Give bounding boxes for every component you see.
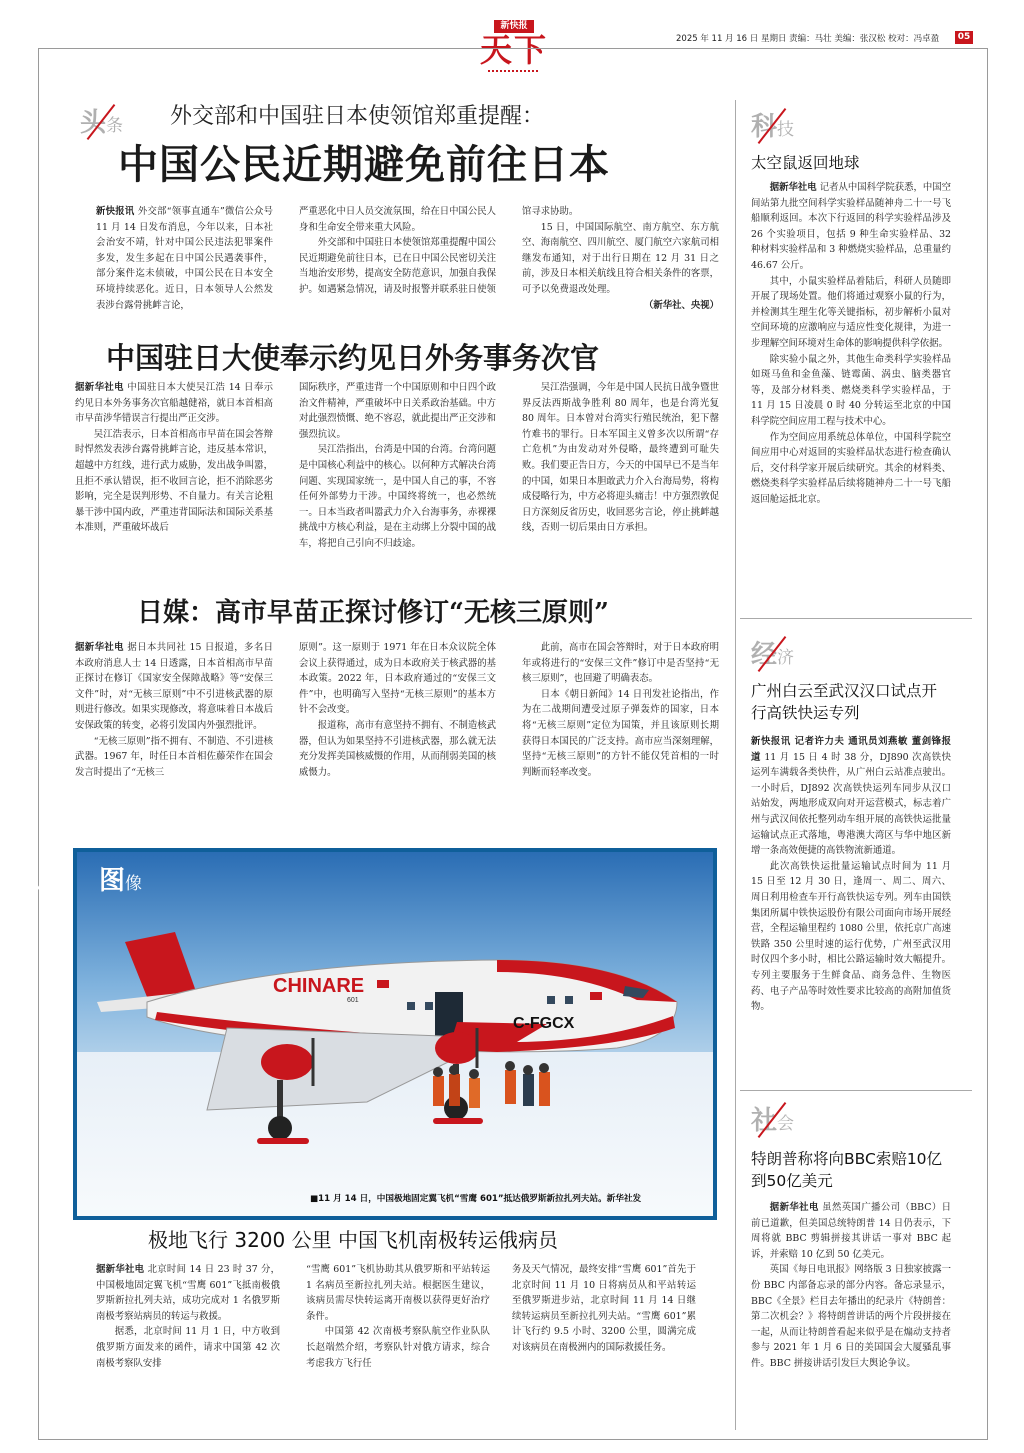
masthead-badge: 新快报 [494, 20, 534, 33]
side2-p1: 11 月 15 日 4 时 38 分，DJ890 次高铁快运列车满载各类快件，从广州白云站准点驶出。一小时后，DJ892 次高铁快运列车同步从汉口站始发，两地形成双向对开运营模式，标志着广州与武汉间依托整列动车组开展的高铁快运批量运输试点正式落地，粤港澳大湾区与华中地区新增一条高效便捷的高铁物流新通道。 [751, 751, 951, 857]
photo-col1-p2: 据悉，北京时间 11 月 1 日，中方收到俄罗斯方面发来的函件，请求中国第 42 次南极考察队安排 [96, 1326, 280, 1369]
photo-dateline: 据新华社电 [96, 1264, 145, 1275]
lead-col2-p2: 外交部和中国驻日本使领馆郑重提醒中国公民近期避免前往日本，已在日中国公民密切关注当地治安形势，提高安全防范意识，加强自我保护。如遇紧急情况，请及时报警并联系驻日使领 [299, 237, 496, 295]
photo-col1-p1: 北京时间 14 日 23 时 37 分，中国极地固定翼飞机“雪鹰 601”飞抵南极俄罗斯新拉扎列夫站，成功完成对 1 名俄罗斯南极考察站病员的转运与救援。 [96, 1264, 280, 1322]
side-divider [740, 1090, 972, 1091]
plane-photo-svg [77, 852, 713, 1216]
story3-col1-p2: “无核三原则”指不拥有、不制造、不引进核武器。1967 年，时任日本首相佐藤荣作在国会发言时提出了“无核三 [75, 735, 273, 778]
lead-col2-p1: 严重恶化中日人员交流氛围，给在日中国公民人身和生命安全带来重大风险。 [299, 206, 496, 233]
side1-dateline: 据新华社电 [769, 182, 817, 193]
section-tag-lead: 头条 [80, 108, 124, 138]
side2-dateline: 新快报讯 记者许力夫 通讯员刘燕敏 董剑锋报道 [751, 736, 951, 763]
story3-col-3 [522, 640, 719, 830]
photo-col2-p2: 中国第 42 次南极考察队航空作业队队长赵端然介绍，考察队针对俄方请求，综合考虑我方飞行任 [306, 1326, 490, 1369]
side1-body [751, 180, 951, 604]
story3-col3-p2: 日本《朝日新闻》14 日刊发社论指出，作为在二战期间遭受过原子弹轰炸的国家，日本将“无核三原则”定位为国策，并且该原则长期获得日本国民的广泛支持。高市应当深刻理解，坚持“无核三原则”的方针不能仅凭首相的一时判断而轻率改变。 [522, 688, 719, 778]
plane-brand: CHINARE [273, 975, 365, 997]
lead-dateline: 新快报讯 [96, 206, 135, 217]
page-info: 2025 年 11 月 16 日 星期日 责编：马壮 美编：张汉松 校对：冯卓盈 [676, 34, 940, 44]
lead-headline: 中国公民近期避免前往日本 [118, 141, 610, 188]
photo-col-2 [306, 1262, 490, 1416]
side-divider [740, 618, 972, 619]
lead-kicker: 外交部和中国驻日本使领馆郑重提醒： [170, 104, 545, 129]
photo-caption: ■11 月 14 日，中国极地固定翼飞机“雪鹰 601”抵达俄罗斯新拉扎列夫站。新华社发 [310, 1194, 642, 1204]
photo-col-3 [512, 1262, 696, 1416]
story3-dateline: 据新华社电 [75, 642, 124, 653]
story3-col1-p1: 据日本共同社 15 日报道，多名日本政府消息人士 14 日透露，日本首相高市早苗正探讨在修订《国家安全保障战略》等“安保三文件”时，对“无核三原则”中不引进核武器的原则进行修改。如果实现修改，将意味着日本战后安保政策的转变，必将引发国内外强烈批评。 [75, 642, 273, 731]
lead-col-1 [96, 204, 273, 328]
story2-col2-p2: 吴江浩指出，台湾是中国的台湾。台湾问题是中国核心利益中的核心。以何种方式解决台湾问题、实现国家统一，是中国人自己的事，不容任何外部势力干涉。中国终将统一，也必然统一。日本当政者叫嚣武力介入台海事务，赤裸裸挑战中方核心利益，是在主动绑上分裂中国的战车，将把自己引向不归歧途。 [299, 444, 496, 549]
story2-dateline: 据新华社电 [75, 382, 124, 393]
lead-col3-p1: 馆寻求协助。 [522, 206, 579, 217]
side2-body [751, 734, 951, 1074]
side2-headline: 广州白云至武汉汉口试点开行高铁快运专列 [751, 682, 938, 722]
photo-col-1 [96, 1262, 280, 1416]
story2-col-3 [522, 380, 719, 578]
side1-p4: 作为空间应用系统总体单位，中国科学院空间应用中心对返回的实验样品状态进行检查确认后，交付科学家开展后续研究。其余的材料类、燃烧类科学实验样品后续将随神舟二十一号飞船返回舱运抵北京。 [751, 431, 951, 505]
story2-col-1 [75, 380, 273, 578]
photo-antarctic-plane [77, 852, 713, 1216]
photo-story-headline: 极地飞行 3200 公里 中国飞机南极转运俄病员 [148, 1228, 558, 1252]
story3-col-2 [299, 640, 496, 830]
side2-p2: 此次高铁快运批量运输试点时间为 11 月 15 日至 12 月 30 日，逢周一、周二、周六、周日利用检查车开行高铁快运专列。列车由国铁集团所属中铁快运股份有限公司面向市场开展经营，全程运输里程约 1080 公里，依托京广高速铁路 350 公里时速的运行优势，广州至武汉用时仅四个多小时，相比公路运输时效大幅提升。专列主要服务于生鲜食品、商务急件、生物医药、电子产品等时效性要求比较高的高附加值货物。 [751, 860, 951, 1013]
side3-dateline: 据新华社电 [769, 1202, 819, 1213]
lead-col-2 [299, 204, 496, 328]
section-tag-economy: 经济 [751, 640, 795, 670]
photo-col3-p1: 务及天气情况，最终安排“雪鹰 601”首先于北京时间 11 月 10 日将病员从和平站转运至俄罗斯进步站，北京时间 11 月 14 日继续转运病员至新拉扎列夫站。“雪鹰 601”累计飞行约 9.5 小时、3200 公里，圆满完成对该病员在南极洲内的国际救援任务。 [512, 1264, 696, 1353]
side3-body [751, 1200, 951, 1432]
side3-headline: 特朗普称将向BBC索赔10亿到50亿美元 [751, 1150, 943, 1190]
story3-col3-p1: 此前，高市在国会答辩时，对于日本政府明年或将进行的“安保三文件”修订中是否坚持“无核三原则”，也回避了明确表态。 [522, 642, 719, 685]
column-divider [735, 100, 736, 1430]
side1-headline: 太空鼠返回地球 [751, 154, 860, 172]
side3-p2: 英国《每日电讯报》网络版 3 日独家披露一份 BBC 内部备忘录的部分内容。备忘录显示，BBC《全景》栏目去年播出的纪录片《特朗普：第二次机会？》将特朗普讲话的两个片段拼接在一起，从而让特朗普看起来似乎是在煽动支持者参与 2021 年 1 月 6 日的美国国会大厦骚乱事件。BBC 拼接讲话引发巨大舆论争议。 [751, 1264, 951, 1369]
story3-headline: 日媒：高市早苗正探讨修订“无核三原则” [137, 598, 609, 628]
section-tag-photo: 图像 [99, 866, 143, 896]
story3-col-1 [75, 640, 273, 830]
lead-source: （新华社、央视） [643, 299, 719, 311]
photo-frame [73, 848, 717, 1220]
section-tag-society: 社会 [751, 1106, 795, 1136]
story2-col3-p1: 吴江浩强调，今年是中国人民抗日战争暨世界反法西斯战争胜利 80 周年，也是台湾光复 80 周年。日本曾对台湾实行殖民统治，犯下罄竹难书的罪行。日本军国主义曾多次以所谓“存亡危机”为由发动对外侵略，最终遭到可耻失败。我们要正告日方，今天的中国早已不是当年的中国，如果日本胆敢武力介入台海局势，将构成侵略行为，中方必将迎头痛击！中方强烈敦促日方深刻反省历史，收回恶劣言论，停止挑衅越线，否则一切后果由日方承担。 [522, 382, 719, 534]
section-tag-tech: 科技 [751, 112, 795, 142]
lead-col1-text: 外交部“领事直通车”微信公众号 11 月 14 日发布消息，今年以来，日本社会治安不靖，针对中国公民违法犯罪案件多发，发生多起在日中国公民遇袭事件，部分案件迄未侦破，中国公民在日本安全环境持续恶化。近日，日本领导人公然发表涉台露骨挑衅言论， [96, 206, 273, 311]
plane-registration: C-FGCX [513, 1015, 575, 1032]
story3-col2-p1: 原则”。这一原则于 1971 年在日本众议院全体会议上获得通过，成为日本政府关于核武器的基本政策。2022 年，日本政府通过的“安保三文件”中，也明确写入坚持“无核三原则”的基本方针不会改变。 [299, 642, 496, 716]
story2-col-2 [299, 380, 496, 578]
page-number: 05 [955, 31, 973, 44]
lead-col3-p2: 15 日，中国国际航空、南方航空、东方航空、海南航空、四川航空、厦门航空六家航司相继发布通知，对于出行日期在 12 月 31 日之前，涉及日本相关航线且符合相关条件的客票，可予以免费退改处理。 [522, 221, 719, 295]
story2-col1-p1: 中国驻日本大使吴江浩 14 日奉示约见日本外务事务次官船越健裕，就日本首相高市早苗涉华错误言行提出严正交涉。 [75, 382, 273, 425]
side1-p2: 其中，小鼠实验样品着陆后，科研人员随即开展了现场处置。他们将通过观察小鼠的行为，并检测其生理生化等关键指标，初步解析小鼠对空间环境的应激响应与适应性变化规律，为进一步理解空间环境对生命体的影响提供科学依据。 [751, 275, 951, 349]
lead-col-3 [522, 204, 719, 328]
section-title: 天下 [479, 31, 548, 69]
photo-col2-p1: “雪鹰 601”飞机协助其从俄罗斯和平站转运 1 名病员至新拉扎列夫站。根据医生建议，该病员需尽快转运离开南极以获得更好治疗条件。 [306, 1264, 490, 1322]
story2-col1-p2: 吴江浩表示，日本首相高市早苗在国会答辩时悍然发表涉台露骨挑衅言论，违反基本常识，超越中方红线，进行武力威胁，发出战争叫嚣，且拒不承认错误，拒不收回言论，拒不消除恶劣影响，完全是误判形势、不自量力。有关言论粗暴干涉中国内政，严重违背国际法和国际关系基本准则，严重破坏战后 [75, 428, 273, 534]
side3-p1: 虽然英国广播公司（BBC）日前已道歉，但美国总统特朗普 14 日仍表示，下周将就 BBC 剪辑拼接其讲话一事对 BBC 起诉，并索赔 10 亿到 50 亿美元。 [751, 1202, 951, 1260]
story3-col2-p2: 报道称，高市有意坚持不拥有、不制造核武器，但认为如果坚持不引进核武器，那么就无法充分发挥美国核威慑的作用，从而削弱美国的核威慑力。 [299, 719, 496, 778]
side1-p1: 记者从中国科学院获悉，中国空间站第九批空间科学实验样品随神舟二十一号飞船顺利返回。本次下行返回的科学实验样品涉及 26 个实验项目，包括 9 种生命实验样品、32 种材料实验样品和 3 种燃烧实验样品，总重量约 46.67 公斤。 [751, 182, 951, 271]
side1-p3: 除实验小鼠之外，其他生命类科学实验样品如斑马鱼和金鱼藻、链霉菌、涡虫、脑类器官等，及部分材料类、燃烧类科学实验样品，于 11 月 15 日凌晨 0 时 40 分转运至北京的中国科学院空间应用工程与技术中心。 [751, 353, 951, 427]
story2-headline: 中国驻日大使奉示约见日外务事务次官 [106, 341, 600, 375]
plane-number: 601 [347, 997, 359, 1004]
story2-col2-p1: 国际秩序，严重违背一个中国原则和中日四个政治文件精神，严重破坏中日关系政治基础。中方对此强烈愤慨、绝不容忍，就此提出严正交涉和强烈抗议。 [299, 382, 496, 440]
